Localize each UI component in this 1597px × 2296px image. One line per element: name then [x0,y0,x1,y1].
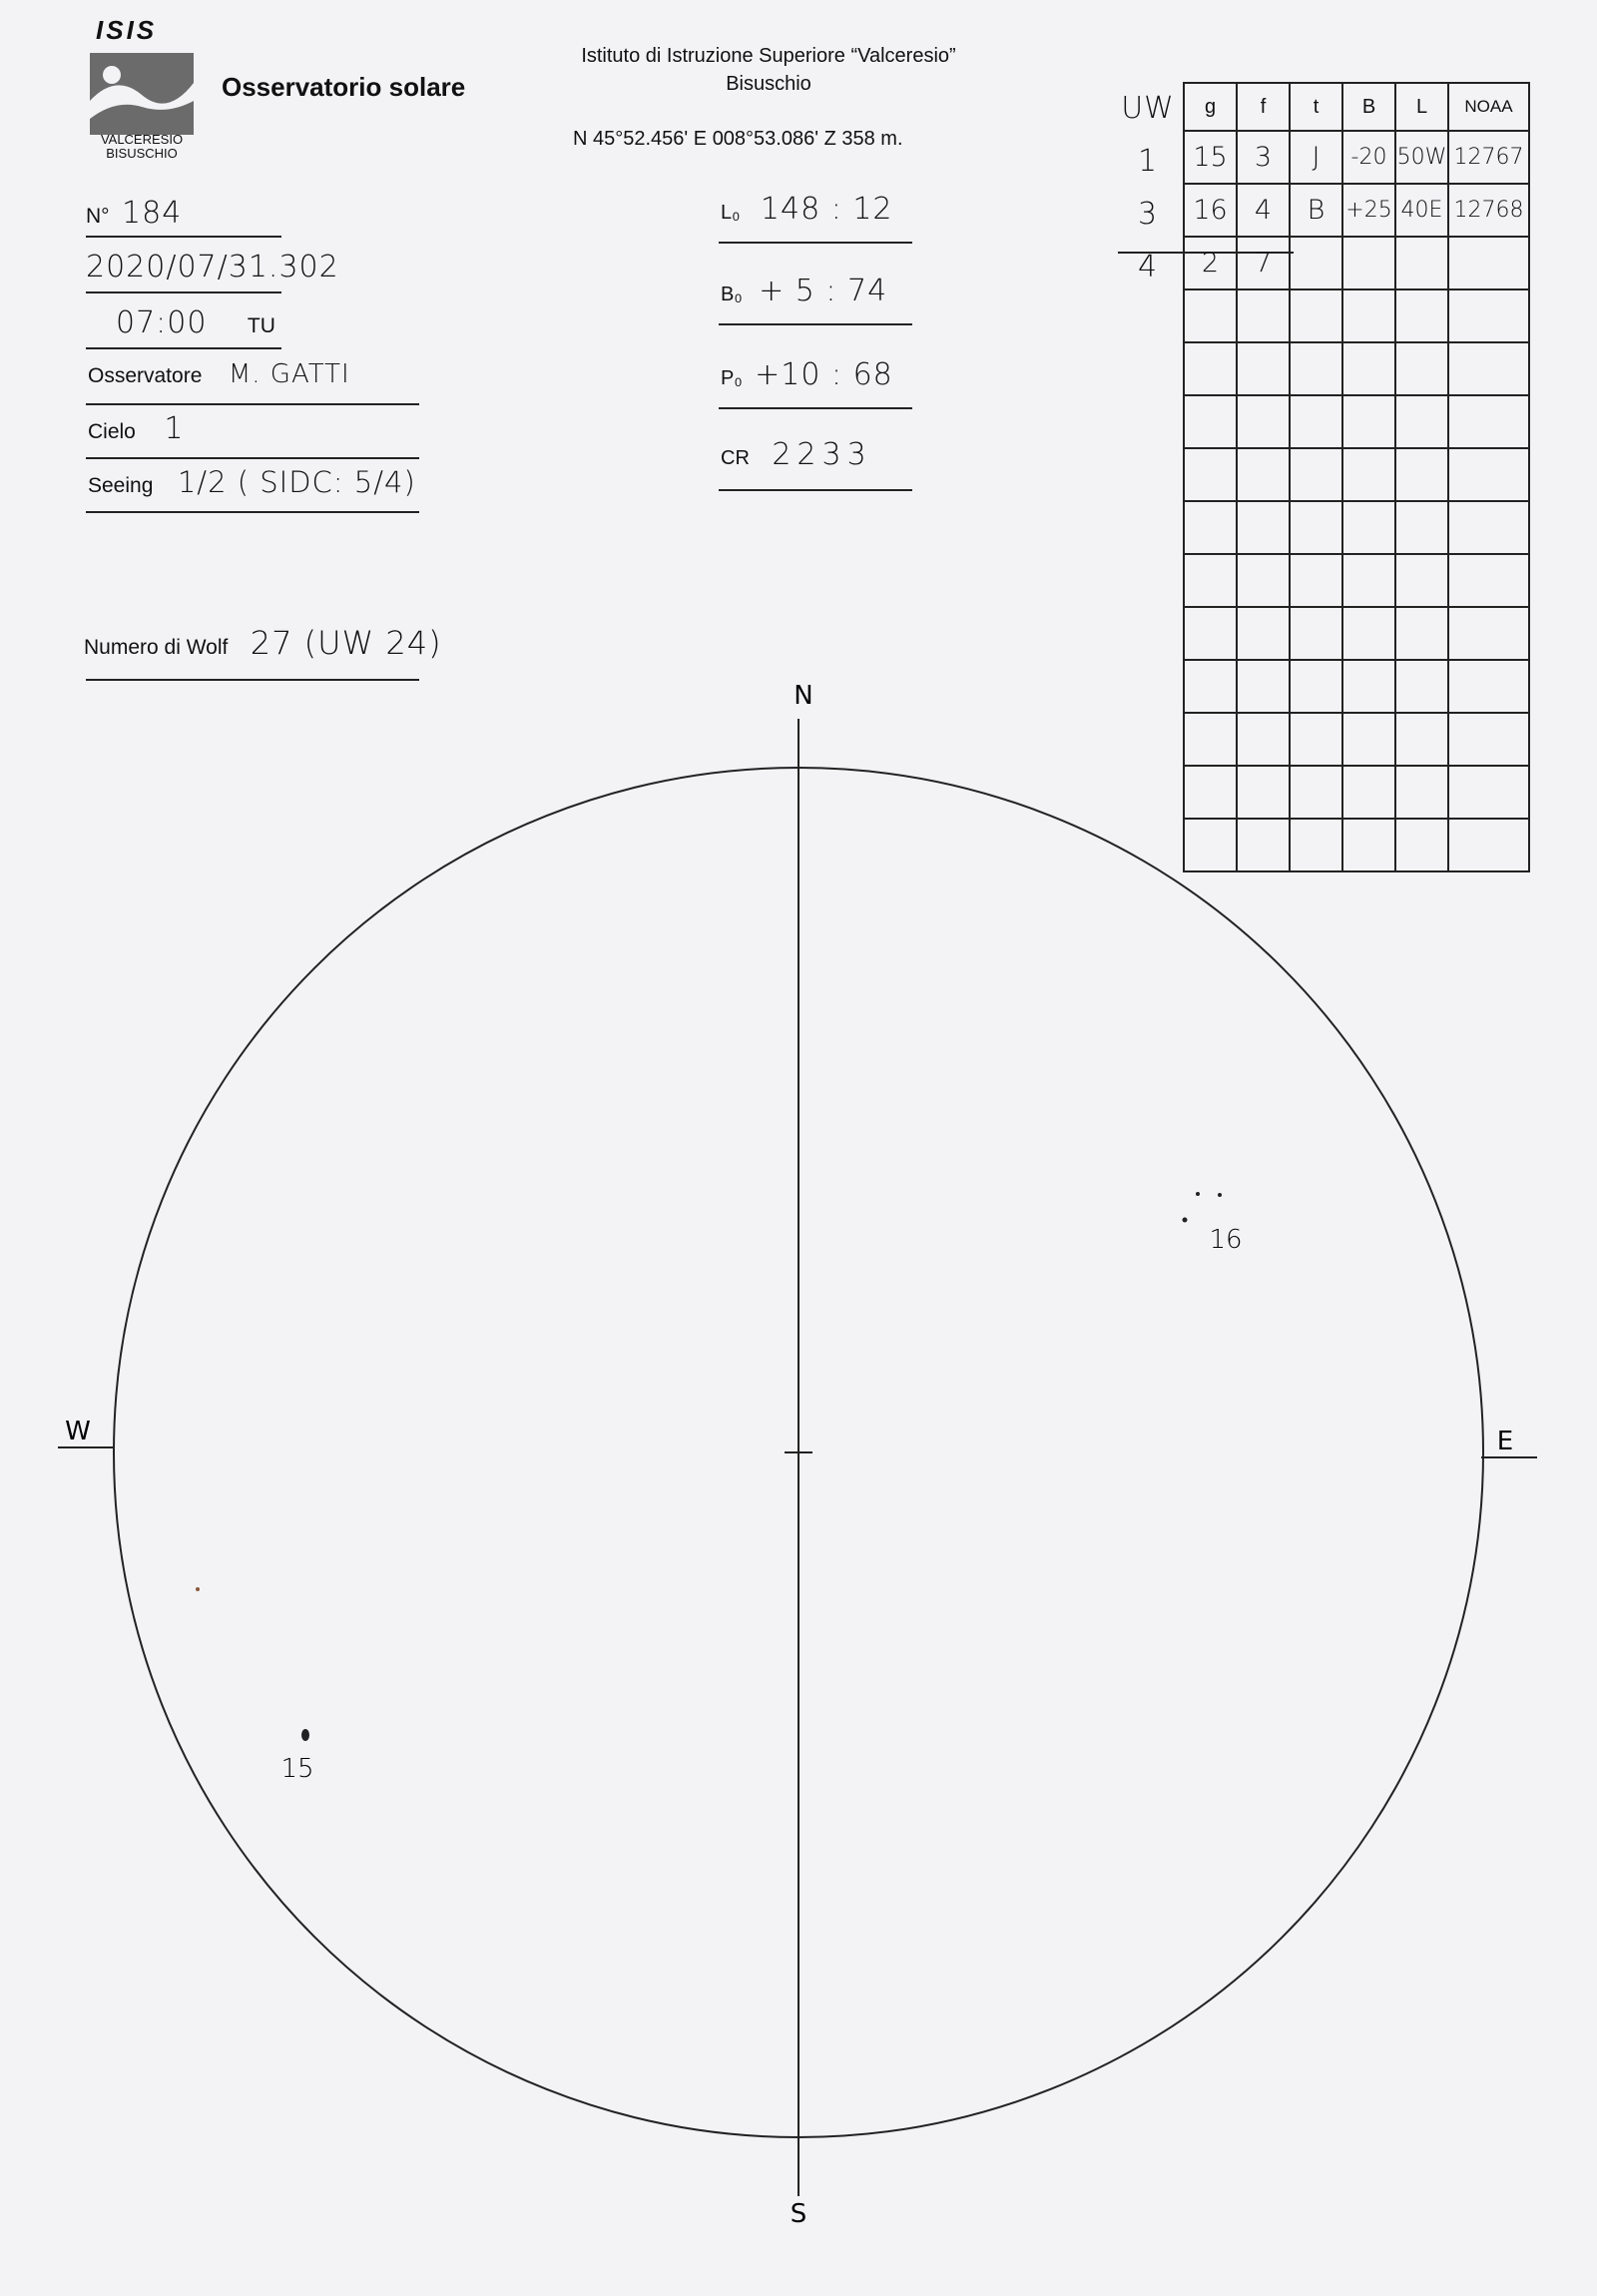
table-cell [1448,448,1529,501]
table-cell [1290,607,1342,660]
table-cell [1237,713,1290,766]
table-cell: 12768 [1448,184,1529,237]
sunspot-group-table [1183,82,1530,872]
north-label: N [794,681,813,711]
table-cell [1342,342,1395,395]
logo-caption: VALCERESIO BISUSCHIO [100,132,184,161]
table-cell [1448,819,1529,871]
solar-disc-outline [114,768,1483,2137]
sunspot [1183,1218,1188,1223]
table-cell [1184,395,1237,448]
underline [719,407,912,409]
observer-field [88,359,350,389]
table-row [1184,237,1529,289]
table-cell [1342,660,1395,713]
table-cell [1395,660,1448,713]
table-cell [1448,660,1529,713]
table-cell [1342,766,1395,819]
column-header: t [1290,83,1342,131]
table-cell [1237,501,1290,554]
table-row [1184,607,1529,660]
table-cell [1395,819,1448,871]
time-unit: TU [247,314,275,337]
table-cell [1237,766,1290,819]
b0-value: + 5 : 74 [759,274,888,308]
table-cell [1342,607,1395,660]
underline [86,347,281,349]
record-number-field [86,196,182,231]
table-cell [1395,289,1448,342]
record-number-value: 184 [122,196,183,231]
west-label: W [65,1417,91,1446]
uw-header: UW [1121,91,1175,126]
logo-wordmark: ISIS [96,15,158,45]
table-cell [1342,501,1395,554]
table-cell [1395,395,1448,448]
carrington-label: CR [721,447,750,469]
table-cell [1237,342,1290,395]
table-row [1184,713,1529,766]
table-cell [1448,607,1529,660]
table-cell [1184,289,1237,342]
column-header: L [1395,83,1448,131]
underline [86,291,281,293]
sunspot [1196,1192,1200,1196]
observer-value: M. GATTI [228,359,350,389]
underline [86,236,281,238]
table-cell [1184,448,1237,501]
seeing-label: Seeing [88,474,154,497]
uw-value: 3 [1137,197,1159,232]
table-cell [1184,766,1237,819]
table-cell: -20 [1342,131,1395,184]
table-cell: 40E [1395,184,1448,237]
underline [719,242,912,244]
table-cell [1342,237,1395,289]
column-header: B [1342,83,1395,131]
table-cell [1448,237,1529,289]
observatory-title: Osservatorio solare [222,72,466,102]
observation-time-field [116,305,275,340]
l0-label: L₀ [721,202,741,224]
stray-mark [196,1587,200,1591]
observation-date: 2020/07/31.302 [86,250,339,285]
column-header: f [1237,83,1290,131]
table-header-row [1184,83,1529,131]
b0-label: B₀ [721,284,743,305]
table-cell [1237,554,1290,607]
table-cell [1448,766,1529,819]
l0-value: 148 : 12 [760,192,893,227]
table-row [1184,554,1529,607]
table-cell [1290,289,1342,342]
site-coordinates: N 45°52.456' E 008°53.086' Z 358 m. [573,128,903,150]
carrington-field [721,437,872,472]
observer-label: Osservatore [88,364,203,387]
table-cell: 15 [1184,131,1237,184]
table-cell [1342,395,1395,448]
table-row [1184,448,1529,501]
table-cell [1448,501,1529,554]
south-label: S [790,2199,807,2229]
wolf-number-label: Numero di Wolf [84,636,229,659]
table-cell: 16 [1184,184,1237,237]
wolf-number-value: 27 (UW 24) [250,624,442,662]
seeing-value: 1/2 ( SIDC: 5/4) [177,465,416,499]
seeing-field [88,465,416,499]
table-cell [1395,501,1448,554]
table-cell [1184,713,1237,766]
p0-label: P₀ [721,367,743,389]
sunspot [301,1729,309,1741]
table-cell [1342,713,1395,766]
table-row [1184,766,1529,819]
table-cell [1237,819,1290,871]
table-cell [1184,819,1237,871]
school-line-1: Istituto di Istruzione Superiore “Valceresio” [581,45,956,67]
table-cell [1395,607,1448,660]
column-header: g [1184,83,1237,131]
wolf-number-field [84,624,442,662]
table-cell [1395,237,1448,289]
school-line-2: Bisuschio [726,73,811,95]
underline [719,489,912,491]
table-cell: +25 [1342,184,1395,237]
table-row [1184,289,1529,342]
uw-value: 4 [1137,250,1159,285]
b0-field [721,274,887,308]
table-cell [1342,289,1395,342]
table-cell [1184,501,1237,554]
table-cell [1237,607,1290,660]
underline [86,511,419,513]
column-header: NOAA [1448,83,1529,131]
underline [86,403,419,405]
uw-column [1113,82,1183,293]
p0-value: +10 : 68 [755,357,893,392]
table-cell [1448,713,1529,766]
sky-field [88,411,184,446]
table-cell [1395,554,1448,607]
table-cell: 3 [1237,131,1290,184]
school-name [519,42,1018,98]
table-cell [1184,607,1237,660]
table-cell [1290,342,1342,395]
p0-field [721,357,893,392]
sky-label: Cielo [88,420,136,443]
observation-time: 07:00 [116,305,208,340]
table-cell [1395,448,1448,501]
table-cell [1290,554,1342,607]
l0-field [721,192,893,227]
east-label: E [1496,1427,1514,1456]
table-cell [1395,342,1448,395]
table-cell [1184,554,1237,607]
table-row [1184,660,1529,713]
group-label-15: 15 [280,1754,314,1784]
table-cell: 2 [1184,237,1237,289]
underline [86,457,419,459]
carrington-value: 2233 [772,437,872,472]
table-cell: 12767 [1448,131,1529,184]
uw-value: 1 [1137,144,1159,179]
table-cell: B [1290,184,1342,237]
table-cell [1237,660,1290,713]
table-cell [1290,501,1342,554]
table-row [1184,395,1529,448]
table-cell [1448,289,1529,342]
sunspot [1218,1193,1222,1197]
underline [719,323,912,325]
table-row [1184,501,1529,554]
table-row [1184,342,1529,395]
table-cell: 4 [1237,184,1290,237]
table-cell [1395,766,1448,819]
table-cell [1342,554,1395,607]
table-cell [1290,660,1342,713]
table-cell [1290,819,1342,871]
table-cell [1290,766,1342,819]
table-cell: 7 [1237,237,1290,289]
table-cell [1290,448,1342,501]
table-cell [1342,819,1395,871]
table-cell: 50W [1395,131,1448,184]
table-row [1184,819,1529,871]
table-cell [1237,395,1290,448]
table-cell [1448,342,1529,395]
table-cell [1237,448,1290,501]
table-cell [1448,395,1529,448]
sky-value: 1 [164,411,185,446]
table-cell [1448,554,1529,607]
record-number-label: N° [86,205,110,228]
table-cell [1290,395,1342,448]
table-cell [1184,660,1237,713]
group-label-16: 16 [1209,1225,1243,1255]
table-cell [1342,448,1395,501]
table-cell [1290,237,1342,289]
table-cell: J [1290,131,1342,184]
table-row [1184,131,1529,184]
table-cell [1395,713,1448,766]
wave-logo-icon [90,53,194,135]
table-cell [1290,713,1342,766]
table-row [1184,184,1529,237]
table-cell [1237,289,1290,342]
underline [86,679,419,681]
institute-logo [90,15,200,161]
table-cell [1184,342,1237,395]
